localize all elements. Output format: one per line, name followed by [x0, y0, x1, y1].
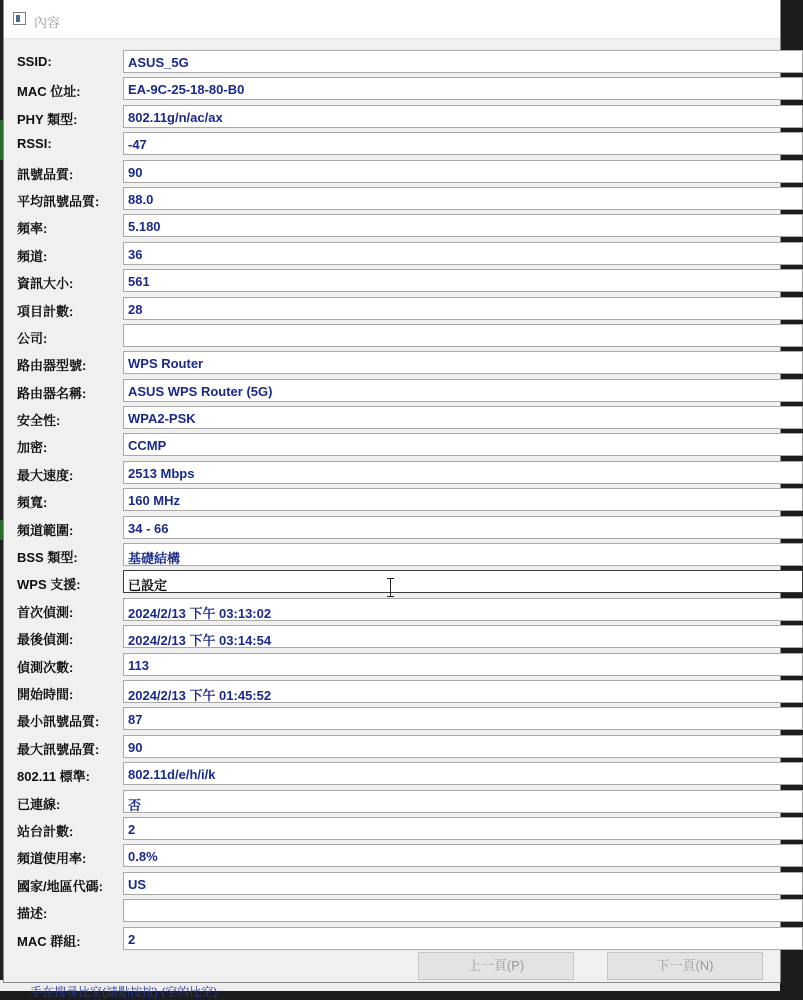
property-label: BSS 類型:: [17, 550, 78, 566]
property-label: 加密:: [17, 440, 48, 456]
property-value-field[interactable]: 90: [123, 160, 803, 183]
property-label: 最大速度:: [17, 467, 74, 483]
property-label: 802.11 標準:: [17, 769, 90, 785]
property-value-field[interactable]: 否: [123, 790, 803, 813]
property-label: SSID:: [17, 54, 52, 69]
property-value-field[interactable]: 36: [123, 242, 803, 265]
property-row-80211-standard: [4, 761, 780, 788]
property-row-company: [4, 323, 780, 350]
property-row-item-count: [4, 296, 780, 323]
previous-page-button[interactable]: 上一頁(P): [418, 952, 574, 980]
property-label: PHY 類型:: [17, 111, 78, 127]
property-value-field[interactable]: WPA2-PSK: [123, 406, 803, 429]
property-label: 平均訊號品質:: [17, 193, 100, 209]
property-value-field[interactable]: 2: [123, 817, 803, 840]
property-label: 頻率:: [17, 221, 48, 237]
property-label: 資訊大小:: [17, 276, 74, 292]
property-row-security: [4, 405, 780, 432]
property-row-encryption: [4, 432, 780, 459]
property-row-max-signal-quality: [4, 734, 780, 761]
property-label: 頻道:: [17, 248, 48, 264]
property-row-detection-count: [4, 652, 780, 679]
property-value-field[interactable]: 2024/2/13 下午 03:13:02: [123, 598, 803, 621]
property-value-field[interactable]: 基礎結構: [123, 543, 803, 566]
property-value-field[interactable]: 113: [123, 653, 803, 676]
property-label: 頻道範圍:: [17, 522, 74, 538]
property-label: 項目計數:: [17, 303, 74, 319]
property-value-field[interactable]: 0.8%: [123, 844, 803, 867]
property-row-router-name: [4, 378, 780, 405]
property-value-field[interactable]: 2024/2/13 下午 03:14:54: [123, 625, 803, 648]
property-value-field[interactable]: [123, 899, 803, 922]
property-label: 路由器型號:: [17, 358, 87, 374]
property-label: 路由器名稱:: [17, 385, 87, 401]
window-icon: [13, 12, 26, 25]
property-label: 最小訊號品質:: [17, 714, 100, 730]
property-label: MAC 位址:: [17, 84, 81, 100]
next-page-button[interactable]: 下一頁(N): [607, 952, 763, 980]
property-row-max-speed: [4, 460, 780, 487]
property-row-mac-address: [4, 76, 780, 103]
property-row-bss-type: [4, 542, 780, 569]
property-row-bandwidth: [4, 487, 780, 514]
property-value-field[interactable]: 87: [123, 707, 803, 730]
property-value-field[interactable]: 34 - 66: [123, 516, 803, 539]
property-label: 最後偵測:: [17, 632, 74, 648]
property-label: 開始時間:: [17, 686, 74, 702]
property-label: 頻寬:: [17, 495, 48, 511]
property-label: WPS 支援:: [17, 577, 81, 593]
properties-dialog: [4, 0, 780, 982]
property-row-frequency: [4, 213, 780, 240]
property-row-start-time: [4, 679, 780, 706]
title-bar: [4, 0, 780, 39]
property-value-field[interactable]: 2024/2/13 下午 01:45:52: [123, 680, 803, 703]
property-value-field[interactable]: CCMP: [123, 433, 803, 456]
property-row-last-detected: [4, 624, 780, 651]
property-row-station-count: [4, 816, 780, 843]
property-row-rssi: [4, 131, 780, 158]
property-label: MAC 群組:: [17, 933, 81, 949]
property-value-field[interactable]: 5.180: [123, 214, 803, 237]
window-title: 內容: [34, 15, 61, 30]
property-label: RSSI:: [17, 136, 52, 152]
property-value-field[interactable]: ASUS_5G: [123, 50, 803, 73]
property-row-phy-type: [4, 104, 780, 131]
property-row-mac-group: [4, 926, 780, 953]
property-label: 安全性:: [17, 413, 61, 429]
property-value-field[interactable]: -47: [123, 132, 803, 155]
property-label: 首次偵測:: [17, 604, 74, 620]
background-link[interactable]: 手在搜尋比空(請點按按) (空的比空): [30, 985, 218, 999]
property-row-router-model: [4, 350, 780, 377]
property-value-field[interactable]: 802.11g/n/ac/ax: [123, 105, 803, 128]
property-row-description: [4, 898, 780, 925]
property-row-first-detected: [4, 597, 780, 624]
property-row-average-signal-quality: [4, 186, 780, 213]
property-row-ssid: [4, 49, 780, 76]
property-value-field[interactable]: 88.0: [123, 187, 803, 210]
property-value-field[interactable]: 90: [123, 735, 803, 758]
property-value-field[interactable]: [123, 324, 803, 347]
property-label: 頻道使用率:: [17, 851, 87, 867]
property-row-channel: [4, 241, 780, 268]
property-value-field[interactable]: 2513 Mbps: [123, 461, 803, 484]
property-row-signal-quality: [4, 159, 780, 186]
property-row-min-signal-quality: [4, 706, 780, 733]
property-label: 已連線:: [17, 796, 61, 812]
property-value-field[interactable]: 28: [123, 297, 803, 320]
property-value-field[interactable]: US: [123, 872, 803, 895]
property-value-field[interactable]: EA-9C-25-18-80-B0: [123, 77, 803, 100]
property-row-channel-range: [4, 515, 780, 542]
property-value-field[interactable]: 已設定: [123, 570, 803, 593]
text-cursor-icon: [386, 578, 395, 597]
property-label: 國家/地區代碼:: [17, 878, 103, 894]
property-label: 訊號品質:: [17, 166, 74, 182]
property-label: 最大訊號品質:: [17, 741, 100, 757]
property-value-field[interactable]: 802.11d/e/h/i/k: [123, 762, 803, 785]
property-row-connected: [4, 789, 780, 816]
property-value-field[interactable]: 561: [123, 269, 803, 292]
property-row-country-code: [4, 871, 780, 898]
property-label: 公司:: [17, 330, 48, 346]
property-row-channel-utilization: [4, 843, 780, 870]
property-label: 站台計數:: [17, 823, 74, 839]
property-value-field[interactable]: 2: [123, 927, 803, 950]
property-value-field[interactable]: 160 MHz: [123, 488, 803, 511]
property-label: 偵測次數:: [17, 659, 74, 675]
property-list: [4, 49, 780, 953]
property-label: 描述:: [17, 906, 48, 922]
property-value-field[interactable]: WPS Router: [123, 351, 803, 374]
property-value-field[interactable]: ASUS WPS Router (5G): [123, 379, 803, 402]
property-row-info-size: [4, 268, 780, 295]
